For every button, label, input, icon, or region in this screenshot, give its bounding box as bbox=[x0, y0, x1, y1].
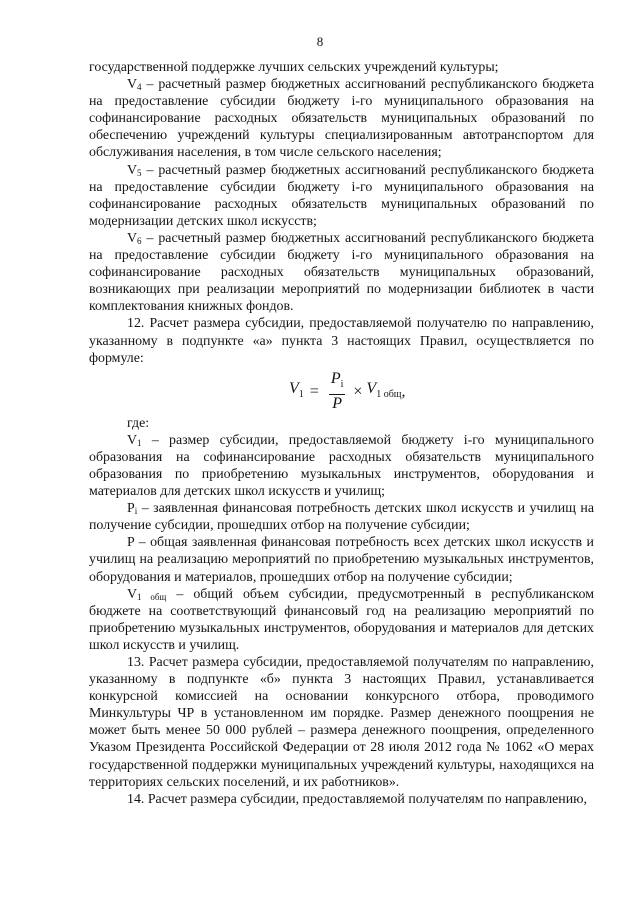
definition-text: – размер субсидии, предоставляемой бюджету i-го муниципального образования на софинансирование расходных обязательств муниципального образования по приобретению музыкальных инструментов, оборудования и материалов для детских школ искусств и училищ; bbox=[89, 432, 594, 500]
variable: P bbox=[127, 501, 135, 517]
definition-text: – расчетный размер бюджетных ассигнований республиканского бюджета на предоставление субсидии бюджету i-го муниципального образования на софинансирование расходных обязательств муниципальных образований по обеспечению учреждений культуры специализированным автотранспортом для обслуживания населения, в том числе сельского населения; bbox=[89, 77, 594, 161]
page-number: 8 bbox=[316, 34, 324, 49]
definition-text: – расчетный размер бюджетных ассигнований республиканского бюджета на предоставление субсидии бюджету i-го муниципального образования на софинансирование расходных обязательств муниципальных образований по модернизации детских школ искусств; bbox=[89, 162, 594, 229]
variable: V bbox=[127, 432, 138, 448]
definition-text: – расчетный размер бюджетных ассигнований республиканского бюджета на предоставление субсидии бюджету i-го муниципального образования на софинансирование расходных обязательств муниципальных образований, возникающих при реализации мероприятий по модернизации библиотек в части комплектования книжных фондов. bbox=[89, 230, 594, 315]
paragraph-v1-total bbox=[89, 586, 594, 654]
formula-times: × bbox=[353, 382, 363, 400]
paragraph-v6 bbox=[89, 230, 594, 315]
paragraph-section-12: 12. Расчет размера субсидии, предоставляемой получателю по направлению, указанному в подпункте «а» пункта 3 настоящих Правил, осуществляется по формуле: bbox=[89, 316, 594, 366]
variable-subscript: i bbox=[134, 506, 138, 517]
paragraph-p: P – общая заявленная финансовая потребность всех детских школ искусств и училищ на реализацию мероприятий по приобретению музыкальных инструментов, оборудования и материалов, прошедших отбор на получение субсидии; bbox=[89, 535, 594, 585]
document-body bbox=[89, 59, 594, 808]
definition-text: – общий объем субсидии, предусмотренный в республиканском бюджете на соответствующий финансовый год на реализацию мероприятий по приобретению музыкальных инструментов, оборудования и материалов для детских школ искусств и училищ. bbox=[89, 586, 594, 653]
where-label: где: bbox=[127, 415, 150, 431]
paragraph-pi bbox=[89, 500, 594, 534]
variable: V bbox=[127, 230, 138, 246]
formula bbox=[89, 367, 594, 415]
paragraph-v5 bbox=[89, 162, 594, 230]
formula-numerator: $P_i$ bbox=[329, 370, 346, 395]
variable: V bbox=[127, 162, 138, 178]
variable-subscript: 5 bbox=[137, 167, 142, 178]
definition-text: – заявленная финансовая потребность детских школ искусств и училищ на получение субсидии, прошедших отбор на получение субсидии; bbox=[89, 501, 594, 534]
variable: V bbox=[127, 77, 138, 93]
variable: V bbox=[127, 586, 138, 602]
variable-subscript: 1 bbox=[137, 437, 142, 448]
paragraph-v4 bbox=[89, 76, 594, 161]
paragraph: государственной поддержке лучших сельских учреждений культуры; bbox=[89, 60, 499, 75]
formula-rhs: $V_{1 общ}$ bbox=[366, 379, 402, 400]
formula-tail: , bbox=[401, 382, 406, 400]
variable-subscript: 1 общ bbox=[137, 591, 167, 602]
variable-subscript: 4 bbox=[137, 82, 142, 93]
formula-lhs: $V_1$ bbox=[289, 379, 304, 400]
formula-denominator: P bbox=[332, 394, 342, 412]
formula-fraction bbox=[329, 370, 346, 413]
paragraph-section-14: 14. Расчет размера субсидии, предоставляемой получателям по направлению, bbox=[127, 791, 588, 807]
paragraph-v1 bbox=[89, 432, 594, 500]
paragraph-section-13: 13. Расчет размера субсидии, предоставляемой получателям по направлению, указанному в подпункте «б» пункта 3 настоящих Правил, устанавливается конкурсной комиссией на основании конкурсного отбора, проводимого Минкультуры ЧР в установленном им порядке. Размер денежного поощрения не может быть менее 50 000 рублей – размера денежного поощрения, определенного Указом Президента Российской Федерации от 28 июля 2012 года № 1062 «О мерах государственной поддержки муниципальных учреждений культуры, находящихся на территориях сельских поселений, и их работников». bbox=[89, 655, 594, 790]
formula-equals: = bbox=[309, 382, 319, 400]
variable-subscript: 6 bbox=[137, 235, 142, 246]
